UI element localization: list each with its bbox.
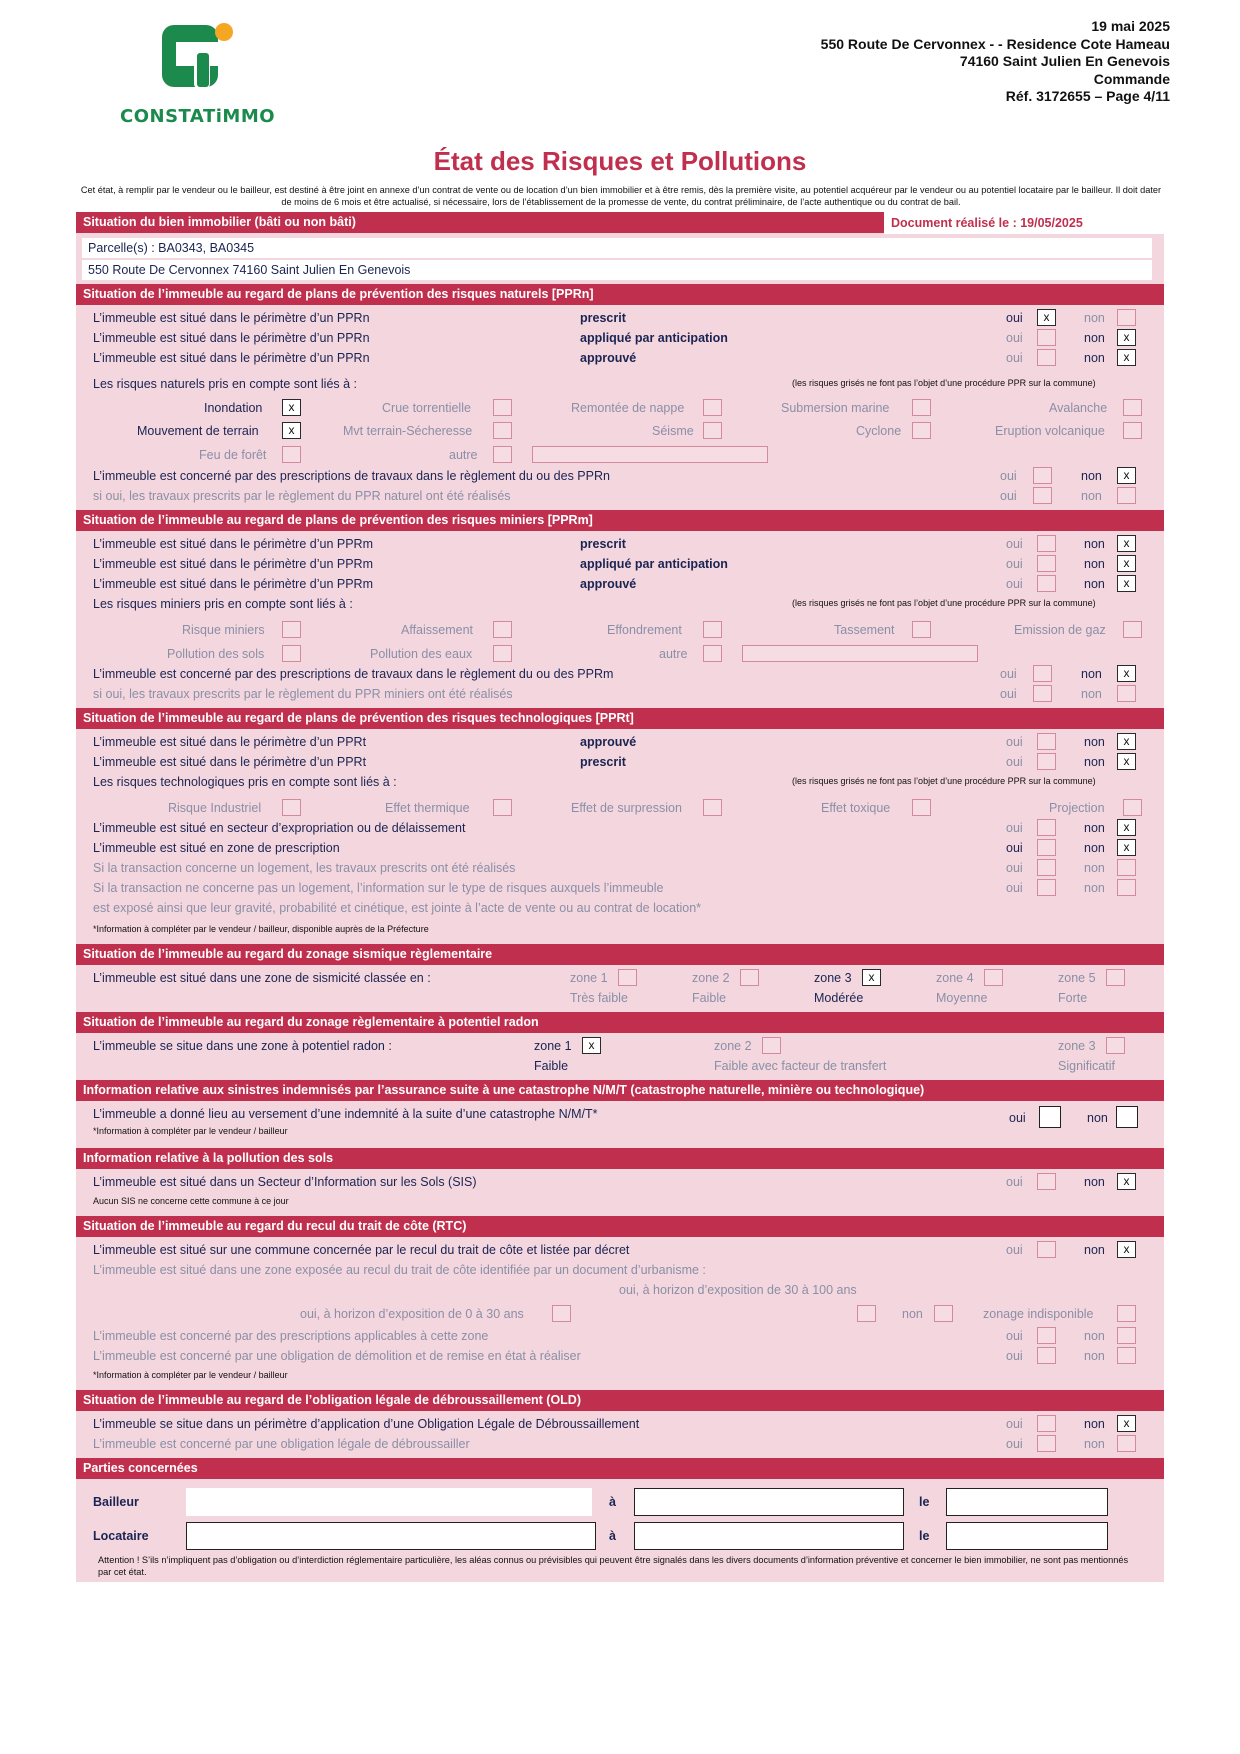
zonage-indisponible-checkbox[interactable] bbox=[1117, 1305, 1136, 1322]
rtc-prescriptions-non-checkbox[interactable] bbox=[1117, 1327, 1136, 1344]
rtc-commune-oui-checkbox[interactable] bbox=[1037, 1241, 1056, 1258]
radon-zone-3-checkbox[interactable] bbox=[1106, 1037, 1125, 1054]
pprt-expropriation-row: L’immeuble est situé en secteur d’expropriation ou de délaissement oui non x bbox=[76, 818, 1164, 838]
pprn-realises-non-checkbox[interactable] bbox=[1117, 487, 1136, 504]
pprm-approuve-row: L’immeuble est situé dans le périmètre d’un PPRm approuvé oui non x bbox=[76, 574, 1164, 594]
pprn-autre-checkbox[interactable] bbox=[493, 446, 512, 463]
locataire-date-field[interactable] bbox=[946, 1522, 1108, 1550]
pprn-approuve-oui-checkbox[interactable] bbox=[1037, 349, 1056, 366]
header-date: 19 mai 2025 bbox=[1091, 18, 1170, 34]
rtc-prescriptions-row: L’immeuble est concerné par des prescriptions applicables à cette zone oui non bbox=[76, 1326, 1164, 1346]
rtc-exposee-row: L’immeuble est situé dans une zone exposée au recul du trait de côte identifiée par un document d’urbanisme : bbox=[93, 1263, 706, 1277]
cyclone-checkbox[interactable] bbox=[912, 422, 931, 439]
expropriation-non-checkbox[interactable]: x bbox=[1117, 819, 1136, 836]
old-obligation-row: L’immeuble est concerné par une obligation légale de débroussailler oui non bbox=[76, 1434, 1164, 1454]
bailleur-date-field[interactable] bbox=[946, 1488, 1108, 1516]
section-header-old: Situation de l’immeuble au regard de l’obligation légale de débroussaillement (OLD) bbox=[76, 1390, 1164, 1411]
prescription-oui-checkbox[interactable] bbox=[1037, 839, 1056, 856]
sis-non-checkbox[interactable]: x bbox=[1117, 1173, 1136, 1190]
section-header-pprm: Situation de l’immeuble au regard de plans de prévention des risques miniers [PPRm] bbox=[76, 510, 1164, 531]
rtc-demolition-row: L’immeuble est concerné par une obligation de démolition et de remise en état à réaliser oui non bbox=[76, 1346, 1164, 1366]
non-logement-non-checkbox[interactable] bbox=[1117, 879, 1136, 896]
attention-note: Attention ! S’ils n’impliquent pas d’obligation ou d’interdiction réglementaire particulière, les aléas connus ou prévisibles qui peuvent être signalés dans les divers documents d’information préventive et concerner le bien immobilier, ne sont pas mentionnés par cet état. bbox=[98, 1555, 1129, 1577]
affaissement-checkbox[interactable] bbox=[493, 621, 512, 638]
pollution-sols-checkbox[interactable] bbox=[282, 645, 301, 662]
bailleur-lieu-field[interactable] bbox=[634, 1488, 904, 1516]
pprm-travaux-oui-checkbox[interactable] bbox=[1033, 665, 1052, 682]
pprm-anticipation-non-checkbox[interactable]: x bbox=[1117, 555, 1136, 572]
mvt-secheresse-checkbox[interactable] bbox=[493, 422, 512, 439]
radon-levels-row: Faible Faible avec facteur de transfert Significatif bbox=[534, 1059, 1115, 1073]
horizon-0-30-checkbox[interactable] bbox=[552, 1305, 571, 1322]
zone-4-checkbox[interactable] bbox=[984, 969, 1003, 986]
pprn-realises-row: si oui, les travaux prescrits par le règlement du PPR naturel ont été réalisés oui non bbox=[76, 486, 1164, 506]
rtc-demolition-non-checkbox[interactable] bbox=[1117, 1347, 1136, 1364]
pprt-prescrit-row: L’immeuble est situé dans le périmètre d’un PPRt prescrit oui non x bbox=[76, 752, 1164, 772]
intro-text: Cet état, à remplir par le vendeur ou le bailleur, est destiné à être joint en annexe d’un contrat de vente ou de location d’un bien immobilier et à être remis, dès la première visite, au potentiel acquéreur par le vendeur ou au potentiel locataire par le bailleur. Il doit dater de moins de 6 mois et être actualisé, si nécessaire, lors de l’établissement de la promesse de vente, du contrat préliminaire, de l’acte authentique ou du contrat de bail. bbox=[80, 185, 1162, 207]
adresse-field[interactable]: 550 Route De Cervonnex 74160 Saint Julien En Genevois bbox=[82, 260, 1152, 280]
section-header-sismique: Situation de l’immeuble au regard du zonage sismique règlementaire bbox=[76, 944, 1164, 965]
expropriation-oui-checkbox[interactable] bbox=[1037, 819, 1056, 836]
rtc-horizon-30-100-row: oui, à horizon d’exposition de 30 à 100 ans bbox=[619, 1283, 857, 1297]
header-city: 74160 Saint Julien En Genevois bbox=[959, 53, 1170, 69]
pprt-risques-title-row: Les risques technologiques pris en compte sont liés à : (les risques grisés ne font pas l’objet d’une procédure PPR sur la commune) bbox=[93, 775, 1096, 789]
radon-zone-2-checkbox[interactable] bbox=[762, 1037, 781, 1054]
header-reference: Réf. 3172655 – Page 4/11 bbox=[1005, 88, 1170, 104]
pprn-anticipation-oui-checkbox[interactable] bbox=[1037, 329, 1056, 346]
pprm-approuve-non-checkbox[interactable]: x bbox=[1117, 575, 1136, 592]
sinistres-non-checkbox[interactable] bbox=[1116, 1106, 1138, 1128]
prescription-non-checkbox[interactable]: x bbox=[1117, 839, 1136, 856]
bailleur-row: Bailleur à le bbox=[76, 1488, 1164, 1518]
rtc-note: *Information à compléter par le vendeur / bailleur bbox=[93, 1370, 288, 1380]
pprn-prescrit-non-checkbox[interactable] bbox=[1117, 309, 1136, 326]
pprt-non-logement-row-2: est exposé ainsi que leur gravité, probabilité et cinétique, est jointe à l’acte de vente ou au contrat de location* bbox=[93, 901, 702, 915]
pprm-risques-title-row: Les risques miniers pris en compte sont liés à : (les risques grisés ne font pas l’objet d’une procédure PPR sur la commune) bbox=[93, 597, 1096, 611]
effet-toxique-checkbox[interactable] bbox=[912, 799, 931, 816]
pprm-realises-row: si oui, les travaux prescrits par le règlement du PPR miniers ont été réalisés oui non bbox=[76, 684, 1164, 704]
sinistres-oui-checkbox[interactable] bbox=[1039, 1106, 1061, 1128]
rtc-prescriptions-oui-checkbox[interactable] bbox=[1037, 1327, 1056, 1344]
pprn-realises-oui-checkbox[interactable] bbox=[1033, 487, 1052, 504]
logement-non-checkbox[interactable] bbox=[1117, 859, 1136, 876]
page-title: État des Risques et Pollutions bbox=[433, 146, 807, 176]
zone-2-checkbox[interactable] bbox=[740, 969, 759, 986]
zone-5-checkbox[interactable] bbox=[1106, 969, 1125, 986]
pprn-anticipation-non-checkbox[interactable]: x bbox=[1117, 329, 1136, 346]
pprn-prescrit-oui-checkbox[interactable]: x bbox=[1037, 309, 1056, 326]
header-address: 550 Route De Cervonnex - - Residence Cote Hameau bbox=[820, 35, 1170, 52]
submersion-marine-checkbox[interactable] bbox=[912, 399, 931, 416]
rtc-horizon-options-row: oui, à horizon d’exposition de 0 à 30 ans non zonage indisponible bbox=[76, 1304, 1164, 1324]
pprn-travaux-non-checkbox[interactable]: x bbox=[1117, 467, 1136, 484]
section-header-rtc: Situation de l’immeuble au regard du recul du trait de côte (RTC) bbox=[76, 1216, 1164, 1237]
pprn-travaux-oui-checkbox[interactable] bbox=[1033, 467, 1052, 484]
pprn-approuve-row: L’immeuble est situé dans le périmètre d’un PPRn approuvé oui non x bbox=[76, 348, 1164, 368]
pprt-approuve-row: L’immeuble est situé dans le périmètre d’un PPRt approuvé oui non x bbox=[76, 732, 1164, 752]
section-header-sols: Information relative à la pollution des sols bbox=[76, 1148, 1164, 1169]
pprm-prescrit-oui-checkbox[interactable] bbox=[1037, 535, 1056, 552]
sismique-levels-row: Très faible Faible Modérée Moyenne Forte bbox=[570, 991, 1088, 1005]
radon-zone-1-checkbox[interactable]: x bbox=[582, 1037, 601, 1054]
pprm-anticipation-oui-checkbox[interactable] bbox=[1037, 555, 1056, 572]
pprn-autre-input[interactable] bbox=[532, 446, 768, 463]
sinistres-row: L’immeuble a donné lieu au versement d’une indemnité à la suite d’une catastrophe N/M/T* oui non bbox=[76, 1104, 1164, 1124]
seisme-checkbox[interactable] bbox=[703, 422, 722, 439]
header-commande: Commande bbox=[1093, 70, 1170, 87]
pprm-realises-oui-checkbox[interactable] bbox=[1033, 685, 1052, 702]
remontee-nappe-checkbox[interactable] bbox=[703, 399, 722, 416]
locataire-row: Locataire à le bbox=[76, 1522, 1164, 1552]
pprt-approuve-non-checkbox[interactable]: x bbox=[1117, 733, 1136, 750]
section-header-situation: Situation du bien immobilier (bâti ou non bâti) bbox=[76, 212, 884, 233]
zone-3-checkbox[interactable]: x bbox=[862, 969, 881, 986]
sols-note: Aucun SIS ne concerne cette commune à ce jour bbox=[93, 1196, 289, 1206]
pprm-prescrit-non-checkbox[interactable]: x bbox=[1117, 535, 1136, 552]
pprn-anticipation-row: L’immeuble est situé dans le périmètre d’un PPRn appliqué par anticipation oui non x bbox=[76, 328, 1164, 348]
pprn-travaux-row: L’immeuble est concerné par des prescriptions de travaux dans le règlement du ou des PPRn oui non x bbox=[76, 466, 1164, 486]
pprm-risks-row-1: Risque miniers Affaissement Effondrement Tassement Emission de gaz bbox=[76, 620, 1164, 640]
old-obligation-oui-checkbox[interactable] bbox=[1037, 1435, 1056, 1452]
eruption-volcanique-checkbox[interactable] bbox=[1123, 422, 1142, 439]
feu-foret-checkbox[interactable] bbox=[282, 446, 301, 463]
rtc-zone-non-checkbox[interactable] bbox=[934, 1305, 953, 1322]
risque-industriel-checkbox[interactable] bbox=[282, 799, 301, 816]
rtc-commune-row: L’immeuble est situé sur une commune concernée par le recul du trait de côte et listée par décret oui non x bbox=[76, 1240, 1164, 1260]
pprm-approuve-oui-checkbox[interactable] bbox=[1037, 575, 1056, 592]
section-header-pprn: Situation de l’immeuble au regard de plans de prévention des risques naturels [PPRn] bbox=[76, 284, 1164, 305]
section-header-sinistres: Information relative aux sinistres indemnisés par l’assurance suite à une catastrophe N/M/T (catastrophe naturelle, minière ou technologique) bbox=[76, 1080, 1164, 1101]
pprt-approuve-oui-checkbox[interactable] bbox=[1037, 733, 1056, 750]
locataire-lieu-field[interactable] bbox=[634, 1522, 904, 1550]
pprt-prescrit-non-checkbox[interactable]: x bbox=[1117, 753, 1136, 770]
non-logement-oui-checkbox[interactable] bbox=[1037, 879, 1056, 896]
rtc-commune-non-checkbox[interactable]: x bbox=[1117, 1241, 1136, 1258]
pollution-eaux-checkbox[interactable] bbox=[493, 645, 512, 662]
pprt-non-logement-row: Si la transaction ne concerne pas un logement, l’information sur le type de risques auxquels l’immeuble oui non bbox=[76, 878, 1164, 898]
effet-thermique-checkbox[interactable] bbox=[493, 799, 512, 816]
horizon-30-100-checkbox[interactable] bbox=[857, 1305, 876, 1322]
pprn-approuve-non-checkbox[interactable]: x bbox=[1117, 349, 1136, 366]
pprt-note: *Information à compléter par le vendeur / bailleur, disponible auprès de la Préfecture bbox=[93, 924, 429, 934]
pprm-autre-input[interactable] bbox=[742, 645, 978, 662]
effondrement-checkbox[interactable] bbox=[703, 621, 722, 638]
header-info bbox=[821, 18, 1170, 106]
pprt-prescrit-oui-checkbox[interactable] bbox=[1037, 753, 1056, 770]
erp-form bbox=[76, 212, 1164, 1582]
rtc-demolition-oui-checkbox[interactable] bbox=[1037, 1347, 1056, 1364]
mouvement-terrain-checkbox[interactable]: x bbox=[282, 422, 301, 439]
sinistres-note: *Information à compléter par le vendeur / bailleur bbox=[93, 1126, 288, 1136]
avalanche-checkbox[interactable] bbox=[1123, 399, 1142, 416]
pprn-risques-title-row: Les risques naturels pris en compte sont liés à : (les risques grisés ne font pas l’objet d’une procédure PPR sur la commune) bbox=[93, 377, 1096, 391]
crue-torrentielle-checkbox[interactable] bbox=[493, 399, 512, 416]
old-perimetre-row: L’immeuble se situe dans un périmètre d’application d’une Obligation Légale de Débroussaillement oui non x bbox=[76, 1414, 1164, 1434]
logement-oui-checkbox[interactable] bbox=[1037, 859, 1056, 876]
parcelles-field[interactable]: Parcelle(s) : BA0343, BA0345 bbox=[82, 238, 1152, 258]
tassement-checkbox[interactable] bbox=[912, 621, 931, 638]
section-header-pprt: Situation de l’immeuble au regard de plans de prévention des risques technologiques [PPRt] bbox=[76, 708, 1164, 729]
inondation-checkbox[interactable]: x bbox=[282, 399, 301, 416]
pprn-risks-row-2: Mouvement de terrain x Mvt terrain-Sécheresse Séisme Cyclone Eruption volcanique bbox=[76, 421, 1164, 441]
old-perimetre-oui-checkbox[interactable] bbox=[1037, 1415, 1056, 1432]
pprn-risks-row-3: Feu de forêt autre bbox=[76, 445, 1164, 465]
pprt-prescription-row: L’immeuble est situé en zone de prescription oui non x bbox=[76, 838, 1164, 858]
section-header-parties: Parties concernées bbox=[76, 1458, 1164, 1479]
section-header-radon: Situation de l’immeuble au regard du zonage règlementaire à potentiel radon bbox=[76, 1012, 1164, 1033]
old-obligation-non-checkbox[interactable] bbox=[1117, 1435, 1136, 1452]
pprm-prescrit-row: L’immeuble est situé dans le périmètre d’un PPRm prescrit oui non x bbox=[76, 534, 1164, 554]
bailleur-name-field[interactable] bbox=[186, 1488, 592, 1516]
radon-zones-row: L’immeuble se situe dans une zone à potentiel radon : zone 1 x zone 2 zone 3 bbox=[76, 1036, 1164, 1056]
pprm-risks-row-2: Pollution des sols Pollution des eaux autre bbox=[76, 644, 1164, 664]
pprn-risks-row-1: Inondation x Crue torrentielle Remontée de nappe Submersion marine Avalanche bbox=[76, 398, 1164, 418]
emission-gaz-checkbox[interactable] bbox=[1123, 621, 1142, 638]
projection-checkbox[interactable] bbox=[1123, 799, 1142, 816]
pprm-realises-non-checkbox[interactable] bbox=[1117, 685, 1136, 702]
zone-1-checkbox[interactable] bbox=[618, 969, 637, 986]
brand-name: CONSTATiMMO bbox=[120, 106, 276, 127]
pprt-logement-row: Si la transaction concerne un logement, les travaux prescrits ont été réalisés oui non bbox=[76, 858, 1164, 878]
old-perimetre-non-checkbox[interactable]: x bbox=[1117, 1415, 1136, 1432]
locataire-name-field[interactable] bbox=[186, 1522, 596, 1550]
pprm-travaux-non-checkbox[interactable]: x bbox=[1117, 665, 1136, 682]
sismique-zones-row: L’immeuble est situé dans une zone de sismicité classée en : zone 1 zone 2 zone 3 x zone 4 zone 5 bbox=[76, 968, 1164, 988]
document-date: Document réalisé le : 19/05/2025 bbox=[884, 212, 1164, 234]
pprm-travaux-row: L’immeuble est concerné par des prescriptions de travaux dans le règlement du ou des PPRm oui non x bbox=[76, 664, 1164, 684]
sis-oui-checkbox[interactable] bbox=[1037, 1173, 1056, 1190]
sols-row: L’immeuble est situé dans un Secteur d’Information sur les Sols (SIS) oui non x bbox=[76, 1172, 1164, 1192]
pprn-prescrit-row: L’immeuble est situé dans le périmètre d’un PPRn prescrit oui x non bbox=[76, 308, 1164, 328]
pprt-risks-row: Risque Industriel Effet thermique Effet de surpression Effet toxique Projection bbox=[76, 798, 1164, 818]
effet-surpression-checkbox[interactable] bbox=[703, 799, 722, 816]
pprm-autre-checkbox[interactable] bbox=[703, 645, 722, 662]
pprm-anticipation-row: L’immeuble est situé dans le périmètre d’un PPRm appliqué par anticipation oui non x bbox=[76, 554, 1164, 574]
risque-miniers-checkbox[interactable] bbox=[282, 621, 301, 638]
